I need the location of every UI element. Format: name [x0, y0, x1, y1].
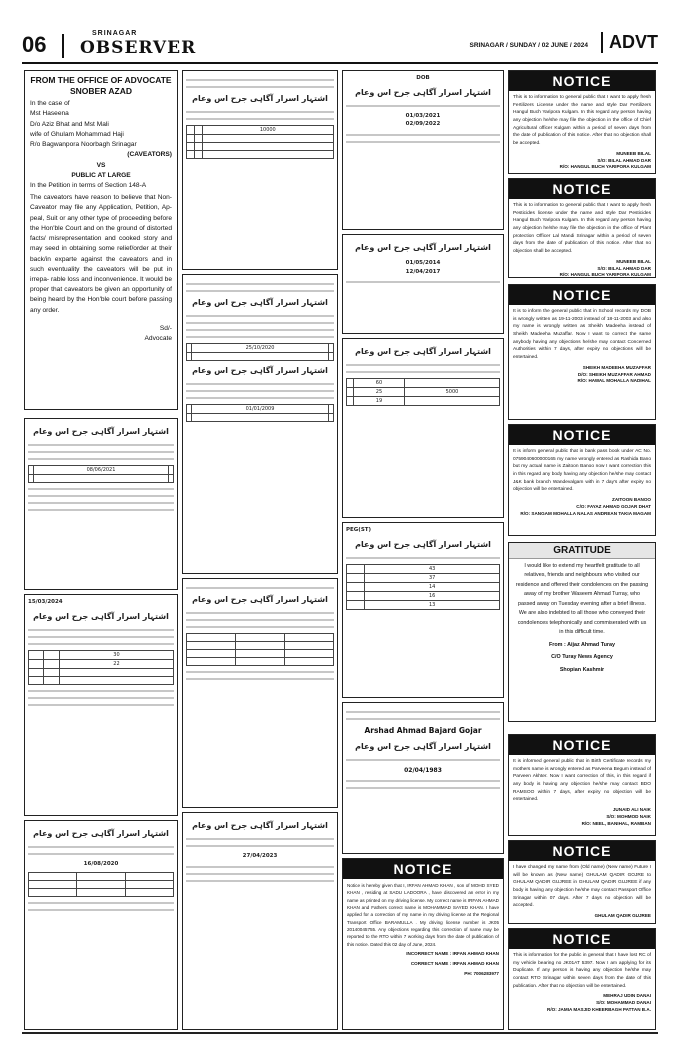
urdu-heading: اشتہار اسرار آگاہی جرح اس وعام — [355, 243, 491, 252]
notice-signature: MEHRAJ UDIN DANAI S/O: MOHAMMAD DANAI R/O: JAMIA MASJID KHEERBAGH PATTAN B.A. — [547, 993, 651, 1013]
urdu-heading: اشتہار اسرار آگاہی جرح اس وعام — [192, 365, 328, 375]
urdu-table — [346, 378, 500, 406]
urdu-heading: اشتہار اسرار آگاہی جرح اس وعام — [355, 742, 491, 751]
urdu-table — [28, 872, 174, 897]
urdu-heading: اشتہار اسرار آگاہی جرح اس وعام — [192, 821, 328, 830]
urdu-table — [186, 125, 334, 159]
urdu-heading: اشتہار اسرار آگاہی جرح اس وعام — [33, 611, 169, 621]
table-cell: 16 — [365, 591, 500, 600]
urdu-notice-4 — [182, 70, 338, 270]
table-cell: 37 — [365, 573, 500, 582]
section-label: ADVT — [601, 32, 658, 53]
petition-line: In the Petition in terms of Section 148-A — [30, 182, 147, 189]
notice-lost-rc — [508, 928, 656, 1030]
urdu-notice-arshad — [342, 702, 504, 854]
urdu-heading: اشتہار اسرار آگاہی جرح اس وعام — [355, 347, 491, 356]
paper-name: OBSERVER — [80, 38, 197, 58]
table-cell: 10000 — [202, 125, 333, 134]
urdu-notice-11 — [342, 522, 504, 698]
urdu-notice-9 — [342, 234, 504, 334]
urdu-table — [28, 465, 174, 483]
urdu-date: 12/04/2017 — [405, 268, 441, 275]
gratitude-body: I would like to extend my heartfelt gratitude to all relatives, friends and neighbours who visited our residence and offered their condolences on the passing away of my brother Waseem Ahmad Turray, who passed away on Tuesday evening after a brief illness. We are also indebted to all those who conveyed their condolences telephonically and commiserated with us in this difficult time. — [515, 563, 649, 636]
notice-heading: NOTICE — [509, 735, 655, 755]
table-cell: 19 — [353, 396, 404, 405]
footer-rule — [22, 1032, 658, 1034]
urdu-notice-2 — [24, 594, 178, 816]
gratitude-heading: GRATITUDE — [509, 543, 655, 559]
urdu-heading: اشتہار اسرار آگاہی جرح اس وعام — [355, 87, 491, 97]
urdu-date: 27/04/2023 — [242, 852, 278, 859]
urdu-notice-8 — [342, 70, 504, 230]
table-cell: 14 — [365, 582, 500, 591]
caveator-name: Mst Haseena — [30, 110, 69, 118]
urdu-date: 08/06/2021 — [33, 465, 169, 474]
notice-heading: NOTICE — [343, 859, 503, 879]
table-cell: 5000 — [404, 387, 499, 396]
urdu-date: 15/03/2024 — [28, 599, 63, 605]
notice-body: Notice is hereby given that I, IRFAN AHMAD KHAN , son of MOHD SYED KHAN , residing at SADU LADOORA , have discovered an error in my name as printed on my driving license. My correct name is IRFAN AHMAD KHAN and Fathers correct name is MOHAMMAD SAYED KHAN. I have applied for a correction of my name in my driving license at the Regional Transport Office BARAMULLA . My driving license number is JK05 20140045755. Any objections regarding this correction of name may be reported to the RTO within 7 working days from the date of publication of this notice. Dated this 02 day of June, 2024. — [347, 883, 499, 947]
caveator-spouse: wife of Ghulam Mohammad Haji — [30, 130, 124, 138]
urdu-notice-3 — [24, 820, 178, 1030]
dateline: SRINAGAR / SUNDAY / 02 JUNE / 2024 — [469, 42, 588, 49]
notice-bank-passbook — [508, 424, 656, 536]
notice-body: This is to information to general public that I want to apply fresh Pesticides license under the name and style Dar Pesticides Hangul Buch Yaripora Kulgam. In this regard any person having any objection he/she may file the objection in the office of Plant protection Officer Lal Mandi Srinagar within a period of seven days from the date of publication of this notice. After that no objection shall be accepted. — [513, 203, 651, 255]
urdu-date: 01/01/2009 — [191, 404, 329, 413]
urdu-heading: اشتہار اسرار آگاہی جرح اس وعام — [192, 298, 328, 307]
urdu-notice-5 — [182, 274, 338, 574]
signature — [30, 324, 172, 344]
caveator-role: (CAVEATORS) — [127, 151, 172, 159]
table-cell: 43 — [365, 564, 500, 573]
notice-body: This is to information to general public that I want to apply fresh Fertilizers License under the name and style Dar Fertilizers Hangul Buch Yaripora Kulgam. In this regard any person having any objection he/she may file the objection in the office of Chief Agricultural officer Kulgam within a period of seven days from the date of publication of this notice. After that no objection shall be accepted. — [513, 95, 651, 147]
notice-body: It is informed general public that in Birth Certificate records my mothers name is wrongly entered as Parveena Begum instead of Parveen Akhter. Now I want correction of this, in this regard if any body is having any objection he/she may contact BDO RAMSOO within 7 days, after expiry no objection will be entertained. — [513, 759, 651, 803]
urdu-table — [186, 633, 334, 666]
notice-body: This is information for the public in general that I have lost RC of my vehicle bearing no JK01AT 5397. Now I am applying for its Duplicate. If any person is having any objection he/she may contact RTO Srinagar within seven days from the date of this publication. After that no objection will be entertained. — [513, 953, 651, 989]
arshad-name: Arshad Ahmad Bajard Gojar — [364, 726, 482, 735]
page-number: 06 — [22, 32, 47, 57]
notice-body: It is inform general public that in bank pass book under AC No. 0759040600000165 my name wrongly entered as Rashida Bano but my actual name is Zaitoon Banoo now I want correction this in this regard any body having any objection he/she may contact J&K bank branch Wandevalgam with in 7 day's after expiry no objection will be entertained. — [513, 449, 651, 493]
notice-heading: NOTICE — [509, 929, 655, 949]
gratitude-co: C/O Turay News Agency — [551, 654, 613, 661]
urdu-date: 02/04/1983 — [404, 766, 442, 774]
notice-signature: JUNAID ALI NAIK S/O: MOHMOD NAIK R/O: NEEL, BANIHAL, RAMBAN — [581, 807, 651, 826]
gratitude-notice — [508, 542, 656, 722]
urdu-table — [186, 343, 334, 361]
urdu-notice-1 — [24, 418, 178, 590]
notice-heading: NOTICE — [509, 179, 655, 199]
case-intro: In the case of — [30, 100, 70, 108]
urdu-heading: اشتہار اسرار آگاہی جرح اس وعام — [192, 595, 328, 604]
notice-body: It is to inform the general public that in School records my DOB is wrongly written as 19-11-2003 instead of 18-11-2003 and also my name is wrongly written as Sheikh Madeeha instead of Sheikh Madeeha Muzaffar. Now I want to correct the same anybody having any objections he/she may contact Concerned Authorities within 7 days, after expiry no objections will be entertained. — [513, 309, 651, 361]
notice-signature: ZAITOON BANOO C/O: FAYAZ AHMAD GOJAR DHAT R/O: SANGAM MOHALLA NALAS ANDREAN TAKIA MAGAM — [520, 497, 651, 516]
table-cell: 22 — [59, 659, 173, 668]
urdu-heading: اشتہار اسرار آگاہی جرح اس وعام — [192, 94, 328, 103]
table-cell: 13 — [365, 600, 500, 609]
urdu-table — [346, 564, 500, 610]
urdu-code: DOB — [416, 75, 430, 81]
notice-signature: MUNEEB BILAL S/O: BILAL AHMAD DAR R/O: HANGUL BUCH YARIPORA KULGAM — [559, 258, 651, 278]
versus: VS — [96, 161, 106, 169]
notice-birth-certificate — [508, 734, 656, 836]
caveat-body: The caveators have reason to believe that Non-Caveator may file any Application, Petition, Ap- peal, Suit or any other type of proceeding before the Hon'ble Court and on the ground of distorted facts/ misrepresentation and cooked story and may seed in obtaining some relief/order at their back/in exparte against the caveators and in such eventuality the caveators will be put in irrepa- rable loss and inconvenience. It would be proper that caveators be given an opportunity of being heard by the Hon'ble court before passing any order. — [30, 194, 172, 314]
urdu-table — [186, 404, 334, 422]
signature-title: Advocate — [144, 335, 172, 343]
caveat-heading: FROM THE OFFICE OF ADVOCATE SNOBER AZAD — [30, 75, 172, 96]
driving-license-notice — [342, 858, 504, 1030]
urdu-date: 02/09/2022 — [405, 121, 441, 128]
caveator-address: R/o Bagwanpora Noorbagh Srinagar — [30, 141, 137, 149]
notice-sign-1: INCORRECT NAME : IRFAN AHMAD KHAN — [406, 951, 499, 957]
notice-body: I have changed my name from (Old name) (New name) Future I will be known as (New name) GHULAM QADIR GOJRE to GHULAM QADIR GUJREE in GHULAM QADIR GUJREE if any body is having any objection he/she may contact Passport Office Srinagar within 07 days. After 7 days no objection will be accepted. — [513, 865, 651, 909]
notice-heading: NOTICE — [509, 425, 655, 445]
urdu-heading: اشتہار اسرار آگاہی جرح اس وعام — [33, 829, 169, 838]
urdu-notice-7 — [182, 812, 338, 1030]
caveat-notice — [24, 70, 178, 410]
respondent: PUBLIC AT LARGE — [71, 171, 131, 179]
urdu-code: PEG(ST) — [346, 527, 372, 533]
urdu-heading: اشتہار اسرار آگاہی جرح اس وعام — [355, 539, 491, 549]
gratitude-place: Shopian Kashmir — [559, 666, 605, 673]
paper-city: SRINAGAR — [92, 30, 138, 37]
table-cell: 60 — [353, 378, 404, 387]
notice-signature: SHEIKH MADEEHA MUZAFFAR D/O: SHEIKH MUZAFFAR AHMAD R/O: HAWAL MOHALLA NADIHAL — [577, 364, 651, 384]
table-cell: 30 — [59, 650, 173, 659]
notice-sign-2: CORRECT NAME : IRFAN AHMAD KHAN — [410, 960, 499, 966]
notice-heading: NOTICE — [509, 285, 655, 305]
notice-signature: MUNEEB BILAL S/O: BILAL AHMAD DAR R/O: HANGUL BUCH YARIPORA KULGAM — [559, 150, 651, 170]
caveator-parent: D/o Aziz Bhat and Mst Mali — [30, 120, 109, 128]
urdu-date: 01/03/2021 — [405, 112, 441, 119]
masthead-divider — [62, 34, 64, 58]
urdu-notice-6 — [182, 578, 338, 808]
notice-pesticide — [508, 178, 656, 278]
urdu-date: 25/10/2020 — [191, 343, 329, 352]
signature-sd: Sd/- — [159, 324, 172, 332]
gratitude-from: From : Aijaz Ahmad Turay — [549, 641, 615, 648]
notice-school-record — [508, 284, 656, 420]
notice-heading: NOTICE — [509, 71, 655, 91]
notice-name-change — [508, 840, 656, 924]
urdu-notice-10 — [342, 338, 504, 518]
notice-sign-3: PH: 7006283977 — [464, 970, 499, 976]
urdu-date: 01/05/2014 — [405, 259, 441, 266]
masthead — [22, 30, 658, 64]
table-cell: 25 — [353, 387, 404, 396]
urdu-heading: اشتہار اسرار آگاہی جرح اس وعام — [33, 427, 169, 436]
urdu-date: 16/08/2020 — [83, 860, 119, 867]
notice-fertilizer — [508, 70, 656, 174]
urdu-table — [28, 650, 174, 685]
notice-heading: NOTICE — [509, 841, 655, 861]
notice-signature: GHULAM QADIR GUJREE — [594, 913, 651, 919]
